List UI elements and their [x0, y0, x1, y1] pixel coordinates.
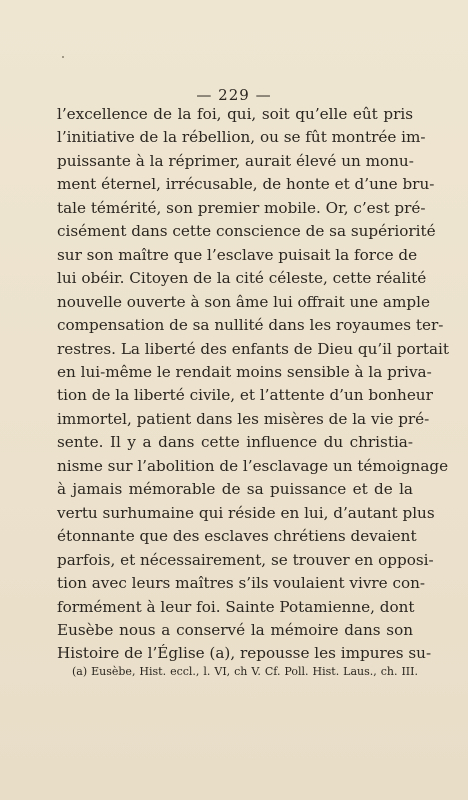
text-line: nouvelle ouverte à son âme lui offrait une ample — [57, 292, 430, 311]
text-line: l’excellence de la foi, qui, soit qu’elle eût pris — [57, 105, 413, 123]
text-line: tion avec leurs maîtres s’ils voulaient vivre con- — [57, 574, 426, 593]
text-line: Histoire de l’Église (a), repousse les impures su- — [57, 644, 432, 663]
text-line: compensation de sa nullité dans les royaumes ter- — [57, 316, 444, 335]
text-line: tale témérité, son premier mobile. Or, c’est pré- — [57, 198, 426, 217]
text-line: nisme sur l’abolition de l’esclavage un témoignage — [57, 456, 449, 475]
text-line: vertu surhumaine qui réside en lui, d’autant plus — [57, 503, 435, 522]
text-line: l’initiative de la rébellion, ou se fût montrée im- — [57, 128, 426, 147]
text-line: formément à leur foi. Sainte Potamienne, dont — [57, 597, 415, 616]
text-line: Eusèbe nous a conservé la mémoire dans son — [57, 620, 413, 639]
text-line: puissante à la réprimer, aurait élevé un monu- — [57, 151, 414, 170]
text-line: restres. La liberté des enfants de Dieu qu’il portait — [57, 339, 449, 358]
text-line: sente. Il y a dans cette influence du christia- — [57, 433, 413, 452]
text-line: immortel, patient dans les misères de la vie pré- — [57, 409, 430, 428]
page-number: — 229 — — [196, 86, 272, 104]
text-line: ment éternel, irrécusable, de honte et d’une bru- — [57, 175, 435, 194]
text-line: lui obéir. Citoyen de la cité céleste, cette réalité — [57, 269, 427, 288]
text-line: sur son maître que l’esclave puisait la force de — [57, 245, 418, 264]
text-line: à jamais mémorable de sa puissance et de la — [57, 480, 413, 499]
text-line: en lui-même le rendait moins sensible à la priva- — [57, 362, 432, 381]
footnote: (a) Eusèbe, Hist. eccl., l. VI, ch V. Cf. Poll. Hist. Laus., ch. III. — [72, 665, 418, 678]
text-line: cisément dans cette conscience de sa supériorité — [57, 222, 436, 241]
text-line: parfois, et nécessairement, se trouver en opposi- — [57, 550, 434, 569]
paper-speck — [62, 56, 64, 58]
text-line: étonnante que des esclaves chrétiens devaient — [57, 527, 417, 546]
body-text — [57, 103, 449, 666]
text-line: tion de la liberté civile, et l’attente d’un bonheur — [57, 386, 433, 405]
